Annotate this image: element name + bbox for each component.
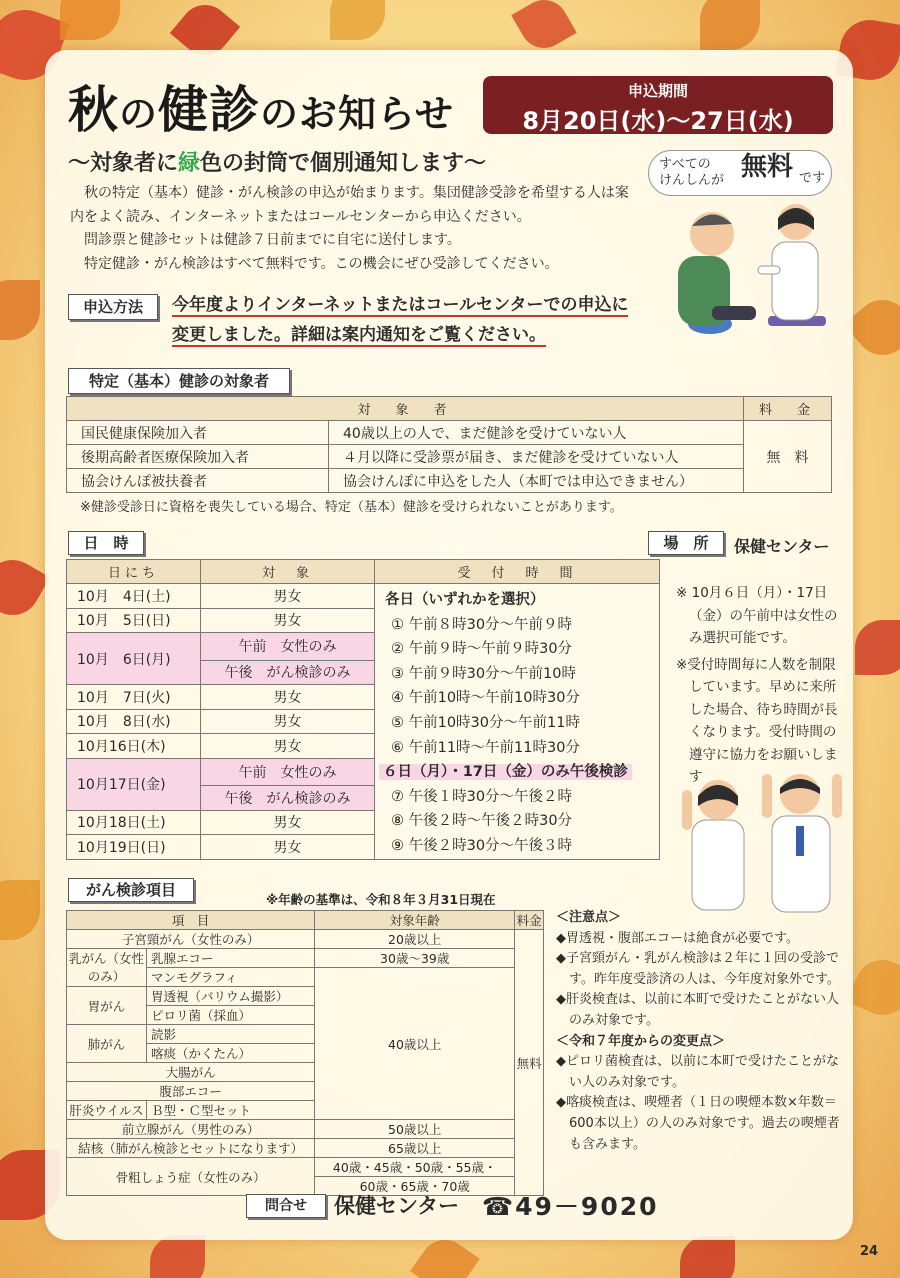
schedule-tag: 日 時 [68,531,144,555]
reception-times: 各日（いずれかを選択） ① 午前８時30分～午前９時 ② 午前９時～午前９時30分 ③ 午前９時30分～午前10時 ④ 午前10時～午前10時30分 ⑤ 午前10時30分～午前11時 ⑥ 午前11時～午前11時30分 ６日（月）・17日（金）のみ午後検診 ⑦ 午後１時30分～午後２時 ⑧ 午後２時～午後２時30分 ⑨ 午後２時30分～午後３時 [375,584,660,860]
place-value: 保健センター [734,537,830,556]
contact-tag: 問合せ [246,1194,326,1218]
application-period-box [483,76,833,134]
eligibility-header-target: 対 象 者 [67,397,744,421]
table-row: 子宮頸がん（女性のみ） 20歳以上 無料 [67,930,544,949]
place-tag: 場 所 [648,531,724,555]
table-row: 午後 がん検診のみ [67,660,660,685]
contact-phone: ☎49－9020 [482,1192,659,1221]
afternoon-heading: ６日（月）・17日（金）のみ午後検診 [379,764,632,780]
table-row: 大腸がん [67,1063,544,1082]
intro-text: 秋の特定（基本）健診・がん検診の申込が始まります。集団健診受診を希望する人は案内をよく読み、インターネットまたはコールセンターから申込ください。 問診票と健診セットは健診７日前までに自宅に送付します。 特定健診・がん検診はすべて無料です。この機会にぜひ受診してください。 [70,185,629,272]
table-row: 午後 がん検診のみ [67,786,660,811]
period-label: 申込期間 [627,82,688,100]
table-row: 腹部エコー [67,1082,544,1101]
cautions: ＜注意点＞ ◆胃透視・腹部エコーは絶食が必要です。 ◆子宮頸がん・乳がん検診は２年に１回の受診です。昨年度受診済の人は、今年度対象外です。 ◆肝炎検査は、以前に本町で受けたことがない人のみ対象です。 ＜令和７年度からの変更点＞ ◆ピロリ菌検査は、以前に本町で受けたことがない人のみ対象です。 ◆喀痰検査は、喫煙者（１日の喫煙本数×年数＝600本以上）の人のみ対象です。過去の喫煙者も含みます。 [556,910,840,1152]
table-row: 10月16日(木) 男女 [67,734,660,759]
page-title: 秋の健診のお知らせ [68,81,454,139]
health-workers-illustration [682,770,842,920]
table-row: 10月 5日(日) 男女 [67,608,660,633]
eligibility-table [66,396,832,493]
eligibility-note: ※健診受診日に資格を喪失している場合、特定（基本）健診を受けられないことがあります。 [80,500,623,515]
eligibility-fee: 無 料 [744,421,832,493]
table-row: 前立腺がん（男性のみ） 50歳以上 [67,1120,544,1139]
table-row: 胃がん 胃透視（バリウム撮影） [67,987,544,1006]
table-row: 10月 8日(水) 男女 [67,709,660,734]
table-row: 10月 6日(月) 午前 女性のみ [67,633,660,661]
cancer-screening-table: 項 目 対象年齢 料金 子宮頸がん（女性のみ） 20歳以上 無料 乳がん（女性のみ） 乳腺エコー 30歳～39歳 マンモグラフィ 40歳以上 胃がん 胃透視（バリウム撮影） ピロリ菌（採血） 肺がん 読影 喀痰（かくたん） 大腸がん 腹部エコー 肝炎ウイルス Ｂ型・Ｃ型セット 前立腺がん（男性のみ） 50歳以上 結核（肺がん検診とセットになります） 65歳以上 骨粗しょう症（女性のみ） 40歳・45歳・50歳・55歳・ 60歳・65歳・70歳 [66,910,544,1196]
table-row: 肝炎ウイルス Ｂ型・Ｃ型セット [67,1101,544,1120]
table-row: 10月17日(金) 午前 女性のみ [67,758,660,786]
table-row: 60歳・65歳・70歳 [67,1177,544,1196]
subtitle: ～対象者に緑色の封筒で個別通知します～ [68,151,487,176]
schedule-table: 日にち 対 象 受 付 時 間 10月 4日(土) 男女 各日（いずれかを選択） ① 午前８時30分～午前９時 ② 午前９時～午前９時30分 ③ 午前９時30分～午前10時 ④ 午前10時～午前10時30分 ⑤ 午前10時30分～午前11時 ⑥ 午前11時～午前11時30分 ６日（月）・17日（金）のみ午後検診 ⑦ 午後１時30分～午後２時 ⑧ 午後２時～午後２時30分 ⑨ 午後２時30分～午後３時 10月 5日(日) 男女 10月 6日(月) 午前 女性のみ 午後 がん検診のみ 10月 7日(火) 男女 10月 8日(水) 男女 10月16日(木) 男女 10月17日(金) 午前 女性のみ 午後 がん検診のみ 10月18日(土) 男女 10月19日(日) 男女 [66,559,660,860]
table-row: ピロリ菌（採血） [67,1006,544,1025]
table-row: 後期高齢者医療保険加入者 ４月以降に受診票が届き、まだ健診を受けていない人 [67,445,832,469]
table-row: 10月18日(土) 男女 [67,810,660,835]
free-speech-bubble: すべての けんしんが 無料 です [648,150,832,196]
application-method-text: 今年度よりインターネットまたはコールセンターでの申込に 変更しました。詳細は案内通知をご覧ください。 [172,295,629,345]
table-row: 10月 7日(火) 男女 [67,685,660,710]
cancer-fee: 無料 [515,930,544,1196]
table-row: 骨粗しょう症（女性のみ） 40歳・45歳・50歳・55歳・ [67,1158,544,1177]
table-row: マンモグラフィ 40歳以上 [67,968,544,987]
table-row: 乳がん（女性のみ） 乳腺エコー 30歳～39歳 [67,949,544,968]
table-row: 喀痰（かくたん） [67,1044,544,1063]
page-number: 24 [860,1244,879,1259]
contact-place: 保健センター [334,1194,460,1218]
eligibility-header-fee: 料 金 [744,397,832,421]
eligibility-tag: 特定（基本）健診の対象者 [68,368,290,394]
schedule-side-notes: ※ 10月６日（月）・17日（金）の午前中は女性のみ選択可能です。 ※受付時間毎に人数を制限しています。早めに来所した場合、待ち時間が長くなります。受付時間の遵守に協力をお願いします [676,585,838,785]
table-row: 協会けんぽ被扶養者 協会けんぽに申込をした人（本町では申込できません） [67,469,832,493]
free-label: 無料 [741,152,794,182]
table-row: 10月 4日(土) 男女 各日（いずれかを選択） ① 午前８時30分～午前９時 ② 午前９時～午前９時30分 ③ 午前９時30分～午前10時 ④ 午前10時～午前10時30分 ⑤ 午前10時30分～午前11時 ⑥ 午前11時～午前11時30分 ６日（月）・17日（金）のみ午後検診 ⑦ 午後１時30分～午後２時 ⑧ 午後２時～午後２時30分 ⑨ 午後２時30分～午後３時 [67,584,660,609]
table-row: 肺がん 読影 [67,1025,544,1044]
application-method-tag: 申込方法 [68,294,158,320]
period-dates: 8月20日(水)～27日(水) [522,107,794,135]
doctor-patient-illustration [672,196,832,348]
age-40-plus: 40歳以上 [315,968,515,1120]
age-basis-note: ※年齢の基準は、令和８年３月31日現在 [266,892,496,907]
table-row: 結核（肺がん検診とセットになります） 65歳以上 [67,1139,544,1158]
cancer-screening-tag: がん検診項目 [68,878,194,902]
table-row: 国民健康保険加入者 40歳以上の人で、まだ健診を受けていない人 無 料 [67,421,832,445]
table-row: 10月19日(日) 男女 [67,835,660,860]
